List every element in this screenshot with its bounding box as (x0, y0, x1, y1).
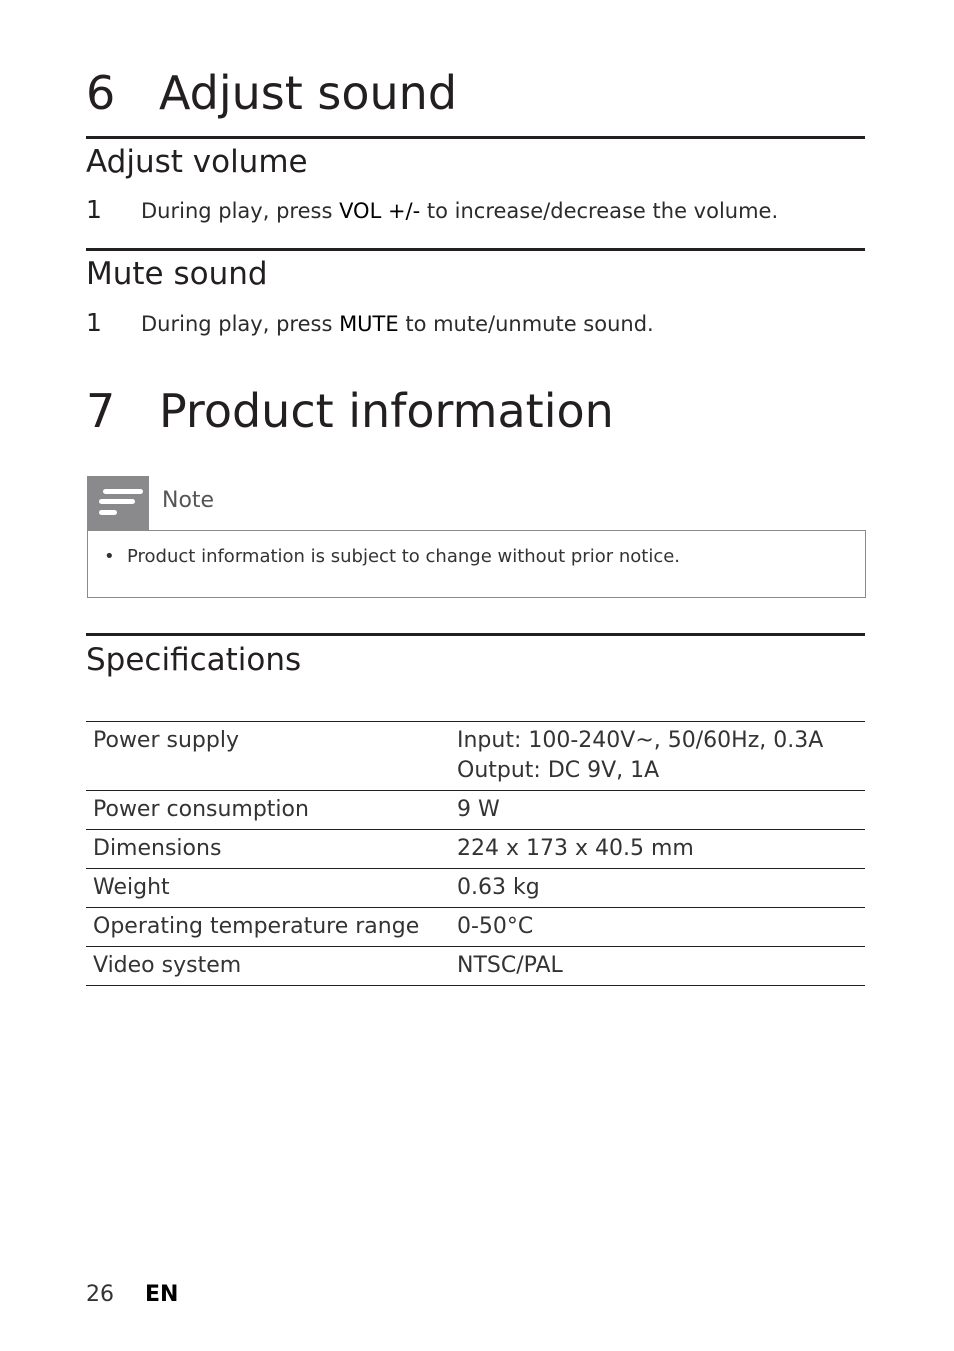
spec-value: NTSC/PAL (445, 947, 865, 986)
bullet: • (104, 546, 115, 567)
spec-label: Dimensions (86, 830, 445, 869)
spec-value (445, 722, 865, 791)
key-label-mute: MUTE (339, 312, 399, 336)
step-text-part: During play, press (141, 199, 340, 223)
chapter-title: Product information (159, 384, 614, 438)
step-number: 1 (86, 195, 102, 224)
table-row (86, 722, 865, 791)
table-row (86, 908, 865, 947)
section-heading-mute-sound: Mute sound (86, 256, 268, 292)
section-divider (86, 633, 865, 636)
section-divider (86, 248, 865, 251)
note-item (104, 546, 680, 567)
chapter-number: 7 (86, 384, 116, 438)
step-text-mute-sound (141, 314, 654, 335)
table-row (86, 830, 865, 869)
language-code: EN (145, 1282, 179, 1307)
table-row (86, 869, 865, 908)
spec-value-line: Input: 100-240V~, 50/60Hz, 0.3A (457, 728, 824, 753)
spec-label: Power supply (86, 722, 445, 791)
note-icon (87, 476, 149, 530)
spec-label: Power consumption (86, 791, 445, 830)
key-label-vol: VOL +/- (339, 199, 421, 223)
note-box (87, 530, 866, 598)
spec-label: Weight (86, 869, 445, 908)
spec-label: Video system (86, 947, 445, 986)
spec-value: 0.63 kg (445, 869, 865, 908)
chapter-heading-adjust-sound (86, 66, 458, 120)
step-text-part: During play, press (141, 312, 340, 336)
note-text: Product information is subject to change without prior notice. (127, 546, 681, 567)
table-row (86, 791, 865, 830)
section-divider (86, 136, 865, 139)
table-row (86, 947, 865, 986)
section-heading-adjust-volume: Adjust volume (86, 144, 308, 180)
chapter-heading-product-information (86, 384, 614, 438)
spec-value: 224 x 173 x 40.5 mm (445, 830, 865, 869)
section-heading-specifications: Specifications (86, 642, 302, 678)
step-text-part: to increase/decrease the volume. (420, 199, 779, 223)
chapter-title: Adjust sound (159, 66, 458, 120)
specifications-table (86, 721, 865, 986)
page-number: 26 (86, 1282, 114, 1307)
step-text-part: to mute/unmute sound. (398, 312, 654, 336)
spec-value: 9 W (445, 791, 865, 830)
chapter-number: 6 (86, 66, 116, 120)
step-number: 1 (86, 308, 102, 337)
step-text-adjust-volume (141, 201, 778, 222)
spec-value-line: Output: DC 9V, 1A (457, 758, 660, 783)
note-label: Note (162, 488, 215, 513)
spec-value: 0-50°C (445, 908, 865, 947)
spec-label: Operating temperature range (86, 908, 445, 947)
